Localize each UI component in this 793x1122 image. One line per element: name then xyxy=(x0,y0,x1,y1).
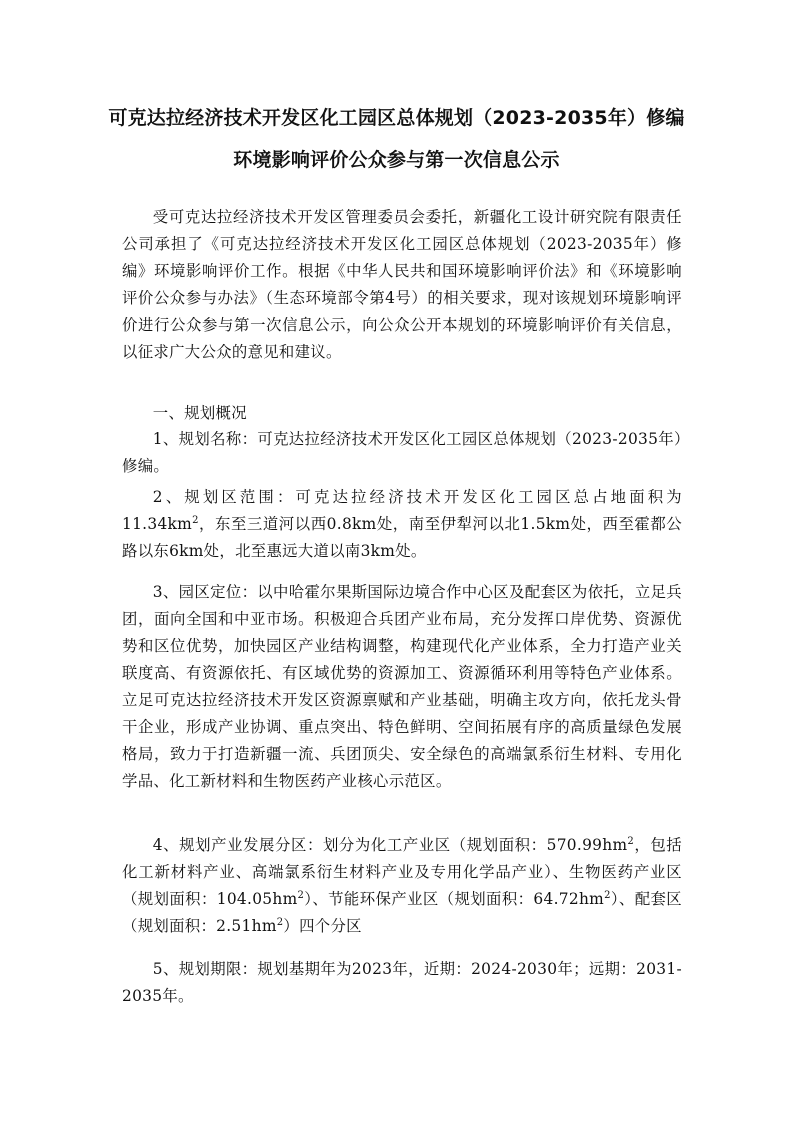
item-1-text: 1、规划名称：可克达拉经济技术开发区化工园区总体规划（2023-2035年）修编。 xyxy=(122,430,682,475)
item-4-superscript-4: 2 xyxy=(276,917,284,928)
item-2-text xyxy=(122,484,682,565)
document-title-line-1: 可克达拉经济技术开发区化工园区总体规划（2023-2035年）修编 xyxy=(108,107,685,129)
section-1-heading xyxy=(122,400,682,427)
item-4-part-b: ，包括化工新材料产业、高端氯系衍生材料产业及专用化学品产业）、生物医药产业区（规划面积：104.05hm xyxy=(122,836,682,908)
item-4-text xyxy=(122,832,682,940)
item-3-text: 3、园区定位：以中哈霍尔果斯国际边境合作中心区及配套区为依托，立足兵团，面向全国和中亚市场。积极迎合兵团产业布局，充分发挥口岸优势、资源优势和区位优势，加快园区产业结构调整，构建现代化产业体系，全力打造产业关联度高、有资源依托、有区域优势的资源加工、资源循环利用等特色产业体系。立足可克达拉经济技术开发区资源禀赋和产业基础，明确主攻方向，依托龙头骨干企业，形成产业协调、重点突出、特色鲜明、空间拓展有序的高质量绿色发展格局，致力于打造新疆一流、兵团顶尖、安全绿色的高端氯系衍生材料、专用化学品、化工新材料和生物医药产业核心示范区。 xyxy=(122,583,682,790)
item-4-superscript-2: 2 xyxy=(297,890,305,901)
item-4-part-c: ）、节能环保产业区（规划面积：64.72hm xyxy=(304,890,605,908)
item-4-part-d: ）、配套区（规划面积：2.51hm xyxy=(122,890,682,935)
item-1-plan-name xyxy=(122,426,682,480)
item-2-part-1: 2、规划区范围：可克达拉经济技术开发区化工园区总占地面积为11.34km xyxy=(122,488,682,533)
item-4-industry-zones xyxy=(122,832,682,940)
intro-text: 受可克达拉经济技术开发区管理委员会委托，新疆化工设计研究院有限责任公司承担了《可克达拉经济技术开发区化工园区总体规划（2023-2035年）修编》环境影响评价工作。根据《中华人民共和国环境影响评价法》和《环境影响评价公众参与办法》（生态环境部令第4号）的相关要求，现对该规划环境影响评价进行公众参与第一次信息公示，向公众公开本规划的环境影响评价有关信息，以征求广大公众的意见和建议。 xyxy=(122,208,682,361)
item-5-text: 5、规划期限：规划基期年为2023年，近期：2024-2030年；远期：2031-2035年。 xyxy=(122,960,682,1005)
item-4-part-e: ）四个分区 xyxy=(283,917,362,935)
intro-paragraph xyxy=(122,204,682,366)
document-title-line-2: 环境影响评价公众参与第一次信息公示 xyxy=(233,149,560,171)
section-1-heading-text: 一、规划概况 xyxy=(152,404,247,422)
item-2-superscript: 2 xyxy=(192,515,199,526)
item-3-park-positioning xyxy=(122,579,682,795)
item-4-part-a: 4、规划产业发展分区：划分为化工产业区（规划面积：570.99hm xyxy=(152,836,628,854)
item-5-plan-period xyxy=(122,956,682,1010)
item-2-plan-area xyxy=(122,484,682,565)
item-4-superscript-3: 2 xyxy=(604,890,611,901)
item-4-superscript-1: 2 xyxy=(627,836,635,847)
item-2-part-2: ，东至三道河以西0.8km处，南至伊犁河以北1.5km处，西至霍都公路以东6km处，北至惠远大道以南3km处。 xyxy=(122,515,682,560)
